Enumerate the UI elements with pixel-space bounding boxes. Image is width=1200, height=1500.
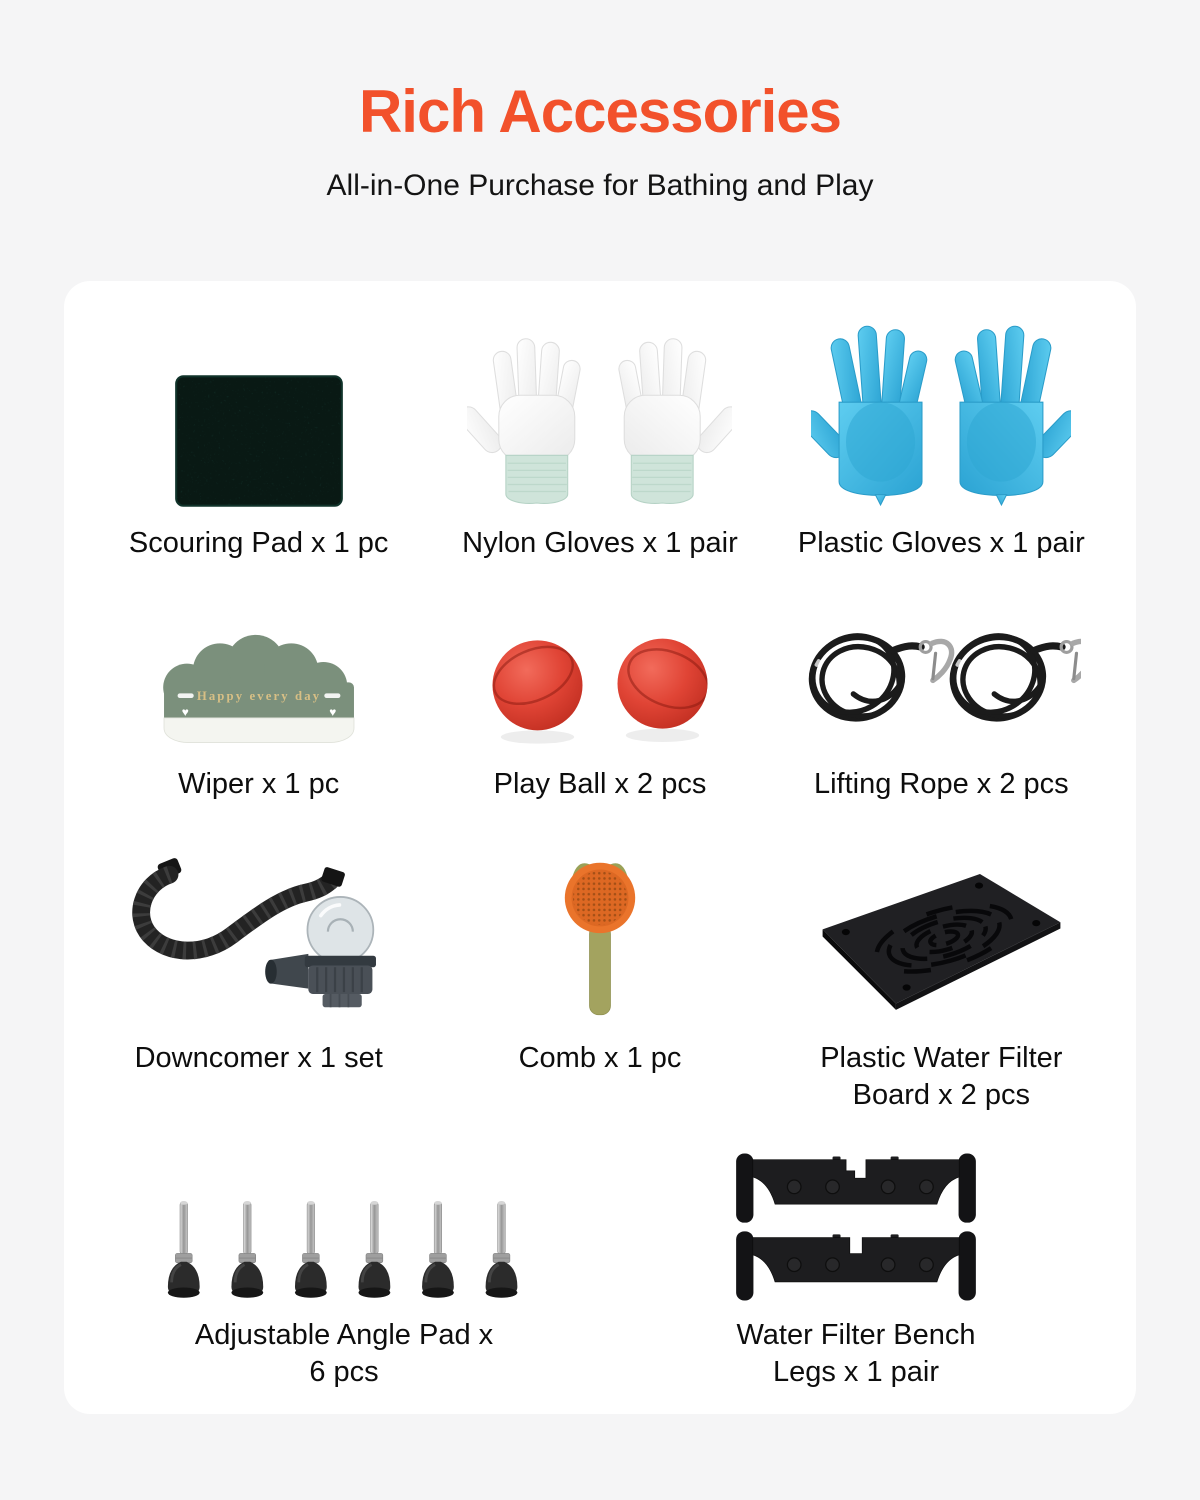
item-scouring-pad [88,321,429,562]
nylon-glove-left [467,338,582,503]
lifting-rope-image [801,607,1081,752]
item-label: Nylon Gloves x 1 pair [462,527,738,559]
comb-handle [589,925,610,1015]
page-title: Rich Accessories [358,78,842,145]
drain-valve [265,897,376,1007]
item-plastic-gloves [771,321,1112,562]
item-comb [429,854,770,1113]
water-filter-board-image [794,856,1089,1026]
item-downcomer [88,854,429,1113]
accessories-row-4 [88,1161,1112,1390]
bench-leg-rail-top [736,1154,976,1223]
lifting-rope-left [801,621,952,727]
item-play-ball [429,612,770,803]
wiper-engraving: Happy every day [196,688,321,703]
nylon-gloves-image [467,321,732,511]
item-label: Downcomer x 1 set [134,1042,383,1075]
item-label: Water Filter Bench Legs x 1 pair [736,1319,976,1388]
item-lifting-rope [771,612,1112,803]
item-water-filter-bench-legs [600,1161,1112,1390]
item-adjustable-angle-pad [88,1161,600,1390]
lifting-rope-right [940,621,1081,727]
item-nylon-gloves [429,321,770,562]
ball-right [617,638,707,728]
wiper-image [153,633,365,752]
item-wiper [88,612,429,803]
nylon-glove-right [618,338,733,503]
adjustable-angle-pad-image [152,1200,537,1303]
item-label: Comb x 1 pc [518,1042,682,1075]
plastic-glove-right [954,326,1071,505]
downcomer-image [116,848,401,1026]
comb-image [555,850,645,1026]
wiper-heart-left: ♥ [181,704,189,719]
accessories-row-3 [88,854,1112,1113]
item-label: Adjustable Angle Pad x 6 pcs [194,1319,494,1388]
plastic-gloves-image [811,321,1071,511]
item-label: Plastic Gloves x 1 pair [797,527,1085,559]
page-header [0,0,1200,203]
accessories-row-1 [88,321,1112,562]
bench-leg-rail-bottom [736,1231,976,1300]
accessories-row-2 [88,612,1112,803]
accessories-card [64,281,1136,1414]
play-ball-image [475,627,725,752]
wiper-heart-right: ♥ [328,704,336,719]
item-water-filter-board [771,854,1112,1113]
item-label: Play Ball x 2 pcs [493,767,707,800]
item-label: Wiper x 1 pc [178,767,340,800]
item-label: Scouring Pad x 1 pc [128,527,389,559]
item-label: Plastic Water Filter Board x 2 pcs [820,1042,1063,1111]
item-label: Lifting Rope x 2 pcs [813,767,1069,800]
water-filter-bench-legs-image [732,1151,980,1303]
plastic-glove-left [811,326,928,505]
page-subtitle: All-in-One Purchase for Bathing and Play [326,169,874,202]
scouring-pad-image [171,371,347,511]
